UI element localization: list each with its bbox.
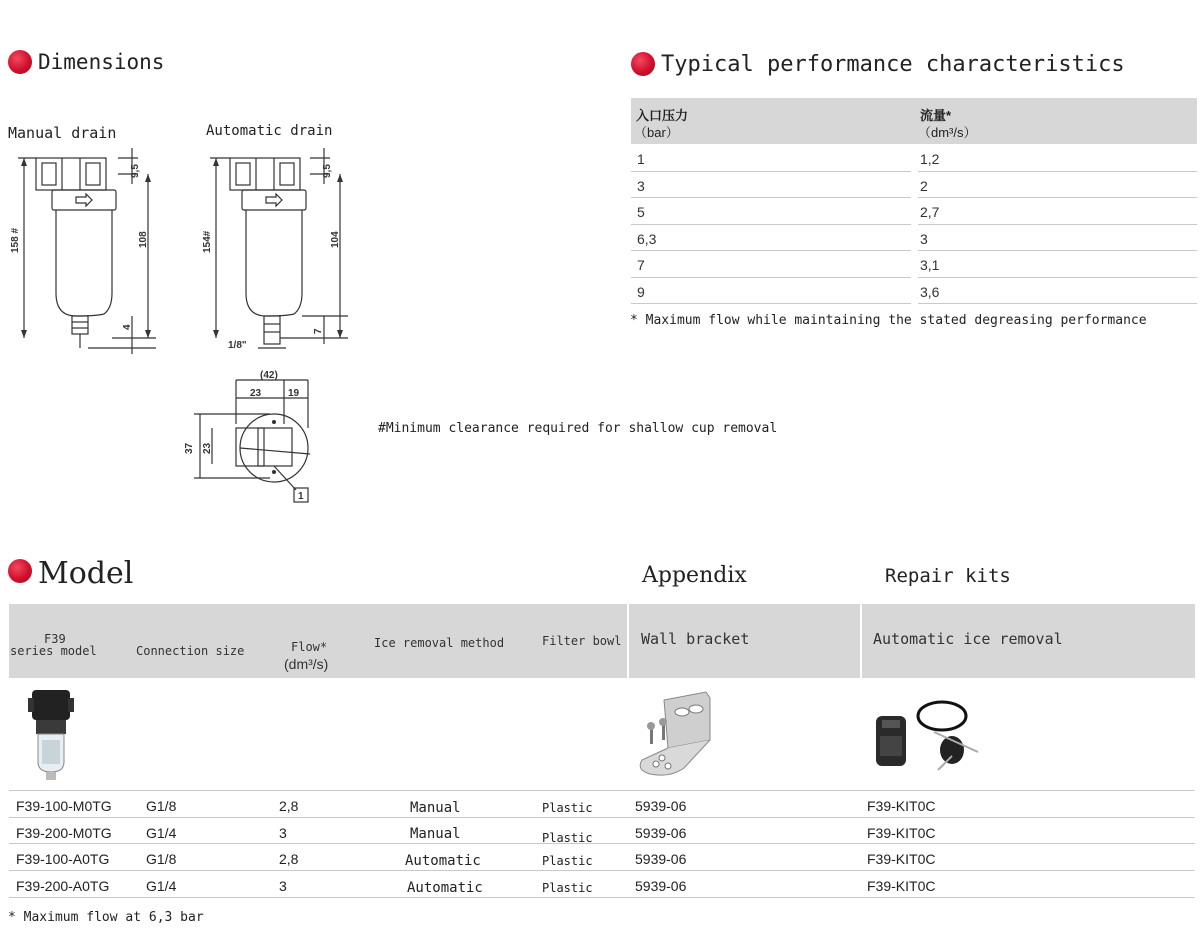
bracket-cell: 5939-06 (635, 798, 687, 814)
perf-col1-unit: （bar） (634, 125, 679, 140)
header-flow-unit: (dm³/s) (284, 656, 329, 672)
model-cell: F39-100-M0TG (16, 798, 112, 814)
filter-product-image (26, 688, 76, 784)
row-divider (9, 870, 1195, 871)
row-divider (9, 897, 1195, 898)
dim-42-label: (42) (260, 370, 278, 381)
kit-cell: F39-KIT0C (867, 878, 936, 894)
automatic-drain-label: Automatic drain (206, 123, 333, 139)
header-filter-bowl: Filter bowl (542, 634, 622, 648)
ice-method-cell: Manual (410, 800, 461, 816)
dim-104-label: 104 (330, 231, 341, 248)
dim-23-top-label: 23 (250, 388, 262, 399)
flow-cell: 2,8 (279, 851, 299, 867)
row-divider (631, 224, 911, 225)
automatic-drain-drawing (200, 148, 360, 363)
row-divider (631, 197, 911, 198)
performance-title: Typical performance characteristics (661, 52, 1125, 77)
ice-removal-kit-image (868, 696, 984, 776)
kit-cell: F39-KIT0C (867, 825, 936, 841)
header-ice-removal: Ice removal method (374, 636, 505, 650)
row-divider (918, 303, 1197, 304)
dim-108-label: 108 (138, 231, 149, 248)
manual-drain-drawing (8, 148, 168, 363)
row-divider (9, 843, 1195, 844)
ice-method-cell: Automatic (407, 880, 483, 896)
perf-flow-cell: 1,2 (920, 151, 940, 167)
model-cell: F39-100-A0TG (16, 851, 110, 867)
top-view-drawing (180, 368, 320, 510)
flow-cell: 3 (279, 878, 287, 894)
perf-flow-cell: 3,6 (920, 284, 940, 300)
row-divider (918, 197, 1197, 198)
row-divider (918, 224, 1197, 225)
perf-pressure-cell: 7 (637, 257, 645, 273)
row-divider (918, 277, 1197, 278)
connection-cell: G1/4 (146, 825, 177, 841)
bowl-cell: Plastic (542, 854, 593, 868)
perf-pressure-cell: 1 (637, 151, 645, 167)
model-cell: F39-200-A0TG (16, 878, 110, 894)
dim-37-label: 37 (184, 442, 195, 454)
section-bullet-icon (631, 52, 655, 76)
perf-pressure-cell: 3 (637, 178, 645, 194)
bracket-cell: 5939-06 (635, 825, 687, 841)
bowl-cell: Plastic (542, 801, 593, 815)
row-divider (631, 303, 911, 304)
row-divider (918, 250, 1197, 251)
perf-flow-cell: 3,1 (920, 257, 940, 273)
bowl-cell: Plastic (542, 831, 593, 845)
row-divider (631, 250, 911, 251)
bracket-cell: 5939-06 (635, 851, 687, 867)
ice-method-cell: Automatic (405, 853, 481, 869)
dim-7-label: 7 (313, 328, 324, 334)
perf-pressure-cell: 9 (637, 284, 645, 300)
manual-drain-label: Manual drain (8, 124, 117, 142)
performance-table-header (631, 98, 1197, 144)
dim-9-5-label-b: 9,5 (322, 164, 333, 178)
perf-col2-label: 流量* (920, 108, 952, 123)
header-series-line2: series model (10, 644, 97, 658)
callout-1-label: 1 (298, 491, 304, 502)
perf-pressure-cell: 6,3 (637, 231, 657, 247)
ice-method-cell: Manual (410, 826, 461, 842)
perf-pressure-cell: 5 (637, 204, 645, 220)
perf-col1-label: 入口压力 (636, 108, 689, 123)
header-wall-bracket: Wall bracket (641, 630, 750, 648)
connection-cell: G1/8 (146, 798, 177, 814)
flow-cell: 2,8 (279, 798, 299, 814)
dim-4-label: 4 (122, 324, 133, 330)
kit-cell: F39-KIT0C (867, 851, 936, 867)
header-series-line1: F39 (44, 632, 66, 646)
perf-flow-cell: 2 (920, 178, 928, 194)
dim-19-label: 19 (288, 388, 300, 399)
section-bullet-icon (8, 50, 32, 74)
header-flow: Flow* (291, 640, 328, 654)
perf-flow-cell: 3 (920, 231, 928, 247)
bracket-cell: 5939-06 (635, 878, 687, 894)
perf-col2-unit: （dm³/s） (918, 125, 977, 140)
appendix-title: Appendix (642, 563, 747, 588)
dim-1-8-label: 1/8" (228, 340, 247, 351)
connection-cell: G1/8 (146, 851, 177, 867)
row-divider (9, 817, 1195, 818)
flow-cell: 3 (279, 825, 287, 841)
row-divider (9, 790, 1195, 791)
row-divider (631, 277, 911, 278)
repair-kits-title: Repair kits (885, 565, 1011, 587)
row-divider (631, 171, 911, 172)
row-divider (918, 171, 1197, 172)
wall-bracket-image (634, 690, 714, 780)
perf-flow-cell: 2,7 (920, 204, 940, 220)
connection-cell: G1/4 (146, 878, 177, 894)
clearance-note: #Minimum clearance required for shallow cup removal (378, 421, 778, 436)
kit-cell: F39-KIT0C (867, 798, 936, 814)
performance-footnote: * Maximum flow while maintaining the stated degreasing performance (630, 313, 1147, 328)
header-auto-ice-removal: Automatic ice removal (873, 630, 1063, 648)
dim-9-5-label-a: 9,5 (130, 164, 141, 178)
dimensions-title: Dimensions (38, 50, 165, 74)
model-footnote: * Maximum flow at 6,3 bar (8, 910, 204, 925)
model-title: Model (38, 556, 134, 591)
dim-23-side-label: 23 (202, 442, 213, 454)
header-connection-size: Connection size (136, 644, 245, 658)
section-bullet-icon (8, 559, 32, 583)
model-cell: F39-200-M0TG (16, 825, 112, 841)
bowl-cell: Plastic (542, 881, 593, 895)
dim-154-label: 154# (202, 230, 213, 253)
dim-158-label: 158 # (10, 227, 21, 253)
